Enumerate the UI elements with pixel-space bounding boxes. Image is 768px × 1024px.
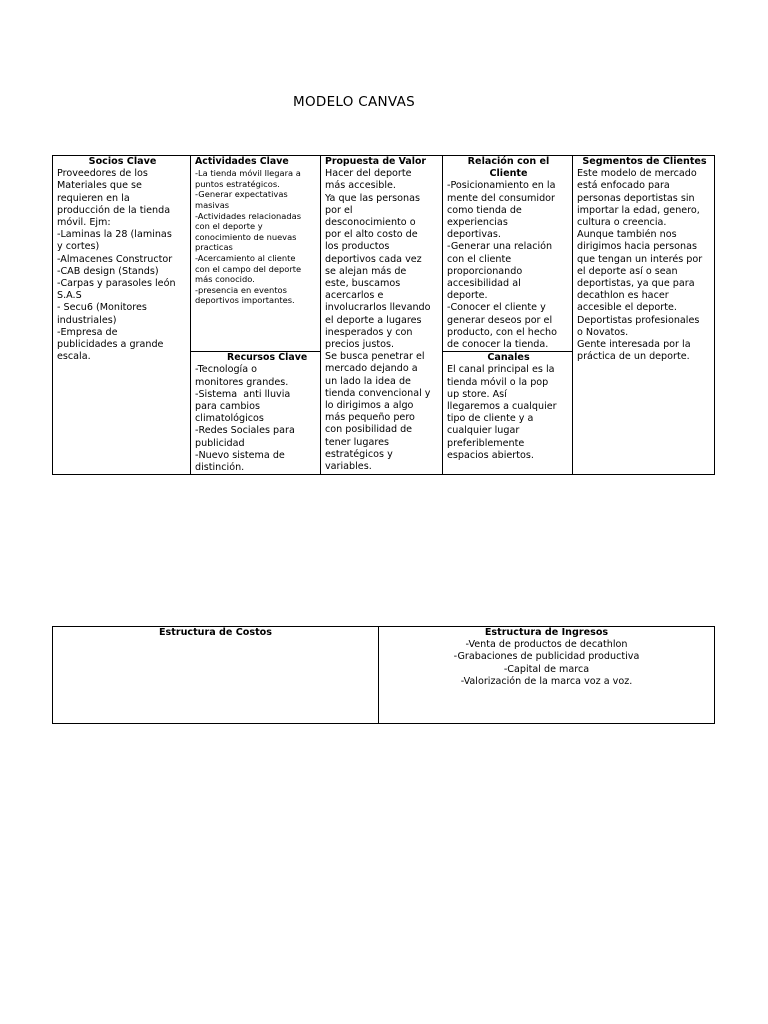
text-line: Relación con el: [467, 156, 550, 167]
text-line: Deportistas profesionales: [577, 314, 700, 326]
text-line: tener lugares: [325, 436, 389, 448]
text-line: dirigimos hacia personas: [577, 241, 697, 253]
text-line: inesperados y con: [325, 326, 413, 338]
text-line: publicidad: [195, 437, 245, 449]
segmentos-clientes-header: Segmentos de Clientes: [582, 156, 707, 167]
canales-list: [447, 364, 570, 462]
text-line: que tengan un interés por: [577, 253, 703, 265]
text-line: tienda móvil o la pop: [447, 376, 549, 388]
text-line: de conocer la tienda.: [447, 339, 549, 351]
text-line: -La tienda móvil llegara a: [195, 168, 301, 179]
text-line: practicas: [195, 242, 233, 253]
text-line: -presencia en eventos: [195, 284, 287, 295]
text-line: para cambios: [195, 401, 260, 413]
text-line: o Novatos.: [577, 326, 629, 338]
text-line: desconocimiento o: [325, 217, 416, 229]
text-line: personas deportistas sin: [577, 192, 695, 204]
propuesta-valor-header: Propuesta de Valor: [325, 156, 427, 167]
text-line: espacios abiertos.: [447, 449, 534, 461]
text-line: se alejan más de: [325, 265, 407, 277]
estructura-costos-header: Estructura de Costos: [158, 627, 272, 638]
text-line: este, buscamos: [325, 278, 401, 290]
text-line: lo dirigimos a algo: [325, 400, 414, 412]
recursos-clave-cell: [191, 352, 321, 475]
text-line: Gente interesada por la: [577, 339, 691, 351]
text-line: conocimiento de nuevas: [195, 231, 297, 242]
canvas-table: [52, 155, 715, 475]
text-line: variables.: [325, 461, 372, 473]
actividades-clave-cell: [191, 156, 321, 352]
text-line: deportivos importantes.: [195, 295, 295, 306]
text-line: Cliente: [489, 168, 528, 180]
text-line: Este modelo de mercado: [577, 168, 697, 180]
text-line: más conocido.: [195, 274, 255, 285]
text-line: por el: [325, 204, 353, 216]
recursos-clave-list: [195, 364, 318, 474]
text-line: está enfocado para: [577, 180, 670, 192]
text-line: Hacer del deporte: [325, 168, 412, 180]
text-line: escala.: [57, 351, 91, 363]
page-title: MODELO CANVAS: [293, 94, 415, 110]
text-line: accesibilidad al: [447, 278, 521, 290]
canales-header: Canales: [487, 352, 530, 364]
text-line: el deporte así o sean: [577, 265, 678, 277]
text-line: tienda convencional y: [325, 387, 431, 399]
estructura-costos-cell: [53, 627, 379, 724]
text-line: -Generar expectativas: [195, 189, 288, 200]
actividades-clave-header: Actividades Clave: [195, 156, 289, 167]
text-line: -Capital de marca: [503, 663, 590, 675]
text-line: industriales): [57, 314, 117, 326]
text-line: práctica de un deporte.: [577, 351, 690, 363]
text-line: más accesible.: [325, 180, 396, 192]
text-line: acercarlos e: [325, 290, 384, 302]
text-line: accesible el deporte.: [577, 302, 677, 314]
text-line: por el alto costo de: [325, 229, 418, 241]
text-line: importar la edad, genero,: [577, 204, 700, 216]
text-line: -Almacenes Constructor: [57, 253, 173, 265]
text-line: climatológicos: [195, 413, 264, 425]
recursos-clave-header: Recursos Clave: [227, 352, 308, 364]
propuesta-valor-list: [325, 168, 440, 473]
text-line: deportivos cada vez: [325, 253, 422, 265]
text-line: -Nuevo sistema de: [195, 449, 285, 461]
text-line: decathlon es hacer: [577, 290, 669, 302]
text-line: con el cliente: [447, 253, 512, 265]
text-line: cultura o creencia.: [577, 217, 667, 229]
text-line: producción de la tienda: [57, 204, 171, 216]
text-line: -Grabaciones de publicidad productiva: [453, 651, 640, 663]
text-line: monitores grandes.: [195, 376, 289, 388]
relacion-cliente-header: [447, 156, 570, 180]
text-line: deporte.: [447, 290, 488, 302]
socios-clave-header: Socios Clave: [88, 156, 157, 167]
text-line: mercado dejando a: [325, 363, 418, 375]
text-line: -Valorización de la marca voz a voz.: [460, 675, 633, 687]
text-line: Proveedores de los: [57, 168, 148, 180]
text-line: S.A.S: [57, 290, 82, 302]
text-line: con posibilidad de: [325, 424, 413, 436]
text-line: -Conocer el cliente y: [447, 302, 546, 314]
text-line: - Secu6 (Monitores: [57, 302, 147, 314]
text-line: experiencias: [447, 217, 508, 229]
text-line: llegaremos a cualquier: [447, 401, 557, 413]
text-line: -Generar una relación: [447, 241, 553, 253]
text-line: -Tecnología o: [195, 364, 258, 376]
structure-table: [52, 626, 715, 724]
text-line: cualquier lugar: [447, 425, 520, 437]
text-line: involucrarlos llevando: [325, 302, 431, 314]
text-line: mente del consumidor: [447, 192, 555, 204]
segmentos-clientes-list: [577, 168, 712, 363]
text-line: -Sistema anti lluvia: [195, 388, 291, 400]
text-line: distinción.: [195, 462, 245, 474]
text-line: preferiblemente: [447, 437, 525, 449]
text-line: -Empresa de: [57, 326, 118, 338]
text-line: up store. Así: [447, 388, 507, 400]
text-line: -CAB design (Stands): [57, 265, 159, 277]
segmentos-clientes-cell: [573, 156, 715, 475]
text-line: masivas: [195, 199, 230, 210]
text-line: estratégicos y: [325, 448, 393, 460]
estructura-ingresos-list: [381, 639, 712, 688]
text-line: con el deporte y: [195, 221, 263, 232]
text-line: con el campo del deporte: [195, 263, 302, 274]
text-line: más pequeño pero: [325, 412, 415, 424]
text-line: Aunque también nos: [577, 229, 677, 241]
text-line: deportivas.: [447, 229, 501, 241]
text-line: tipo de cliente y a: [447, 413, 534, 425]
text-line: producto, con el hecho: [447, 326, 557, 338]
text-line: -Redes Sociales para: [195, 425, 295, 437]
estructura-ingresos-cell: [379, 627, 715, 724]
relacion-cliente-cell: [443, 156, 573, 352]
text-line: -Actividades relacionadas: [195, 210, 302, 221]
text-line: publicidades a grande: [57, 339, 164, 351]
text-line: deportistas, ya que para: [577, 278, 695, 290]
text-line: el deporte a lugares: [325, 314, 422, 326]
text-line: Se busca penetrar el: [325, 351, 425, 363]
text-line: El canal principal es la: [447, 364, 555, 376]
text-line: los productos: [325, 241, 390, 253]
socios-clave-list: [57, 168, 188, 363]
text-line: como tienda de: [447, 204, 522, 216]
relacion-cliente-list: [447, 180, 570, 351]
text-line: -Posicionamiento en la: [447, 180, 556, 192]
text-line: requieren en la: [57, 192, 130, 204]
text-line: un lado la idea de: [325, 375, 411, 387]
socios-clave-cell: [53, 156, 191, 475]
text-line: -Venta de productos de decathlon: [465, 639, 628, 651]
text-line: precios justos.: [325, 339, 395, 351]
text-line: Materiales que se: [57, 180, 142, 192]
text-line: -Carpas y parasoles león: [57, 278, 176, 290]
text-line: -Acercamiento al cliente: [195, 252, 296, 263]
text-line: puntos estratégicos.: [195, 178, 280, 189]
canales-cell: [443, 352, 573, 475]
text-line: móvil. Ejm:: [57, 217, 111, 229]
text-line: -Laminas la 28 (laminas: [57, 229, 172, 241]
text-line: proporcionando: [447, 265, 523, 277]
text-line: Ya que las personas: [325, 192, 420, 204]
text-line: generar deseos por el: [447, 314, 553, 326]
propuesta-valor-cell: [321, 156, 443, 475]
estructura-ingresos-header: Estructura de Ingresos: [484, 627, 609, 638]
actividades-clave-list: [195, 168, 318, 306]
text-line: y cortes): [57, 241, 100, 253]
